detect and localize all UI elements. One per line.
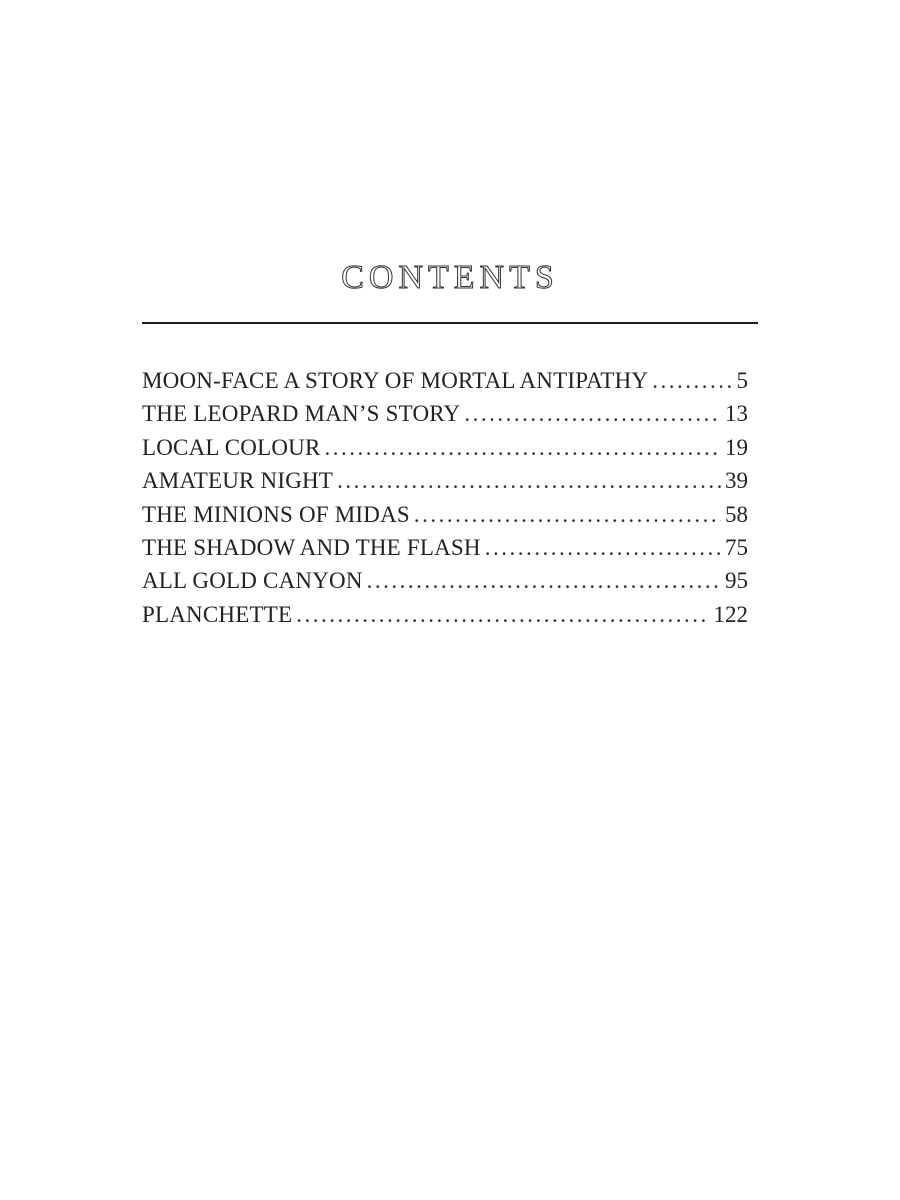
toc-entry-title: PLANCHETTE: [142, 601, 293, 627]
toc-entry-page: 58: [725, 501, 748, 527]
dot-leader: [464, 397, 721, 430]
toc-entry[interactable]: [142, 498, 748, 531]
dot-leader: [414, 498, 721, 531]
toc-entry-title: ALL GOLD CANYON: [142, 568, 363, 594]
table-of-contents: [142, 364, 748, 634]
toc-entry-page: 95: [725, 568, 748, 594]
dot-leader: [296, 598, 709, 631]
dot-leader: [337, 464, 721, 497]
dot-leader: [485, 531, 721, 564]
toc-entry-title: MOON-FACE A STORY OF MORTAL ANTIPATHY: [142, 368, 649, 393]
dot-leader: [652, 364, 732, 397]
toc-entry[interactable]: [142, 531, 748, 564]
dot-leader: [325, 431, 721, 464]
toc-entry-page: 122: [713, 601, 748, 627]
toc-entry-page: 75: [725, 534, 748, 560]
toc-entry-title: THE LEOPARD MAN’S STORY: [142, 401, 461, 427]
toc-entry-title: THE MINIONS OF MIDAS: [142, 501, 410, 527]
toc-entry[interactable]: [142, 564, 748, 597]
toc-entry-page: 13: [725, 401, 748, 427]
toc-entry[interactable]: [142, 364, 748, 397]
dot-leader: [367, 564, 721, 597]
page-title: CONTENTS: [341, 259, 559, 296]
toc-entry[interactable]: [142, 464, 748, 497]
toc-entry[interactable]: [142, 431, 748, 464]
heading-rule: [142, 322, 758, 324]
toc-entry-page: 39: [725, 468, 748, 494]
toc-entry[interactable]: [142, 397, 748, 430]
toc-entry-title: AMATEUR NIGHT: [142, 468, 334, 494]
toc-entry-page: 19: [725, 434, 748, 460]
toc-entry-title: THE SHADOW AND THE FLASH: [142, 534, 481, 560]
toc-entry-title: LOCAL COLOUR: [142, 434, 321, 460]
toc-entry[interactable]: [142, 598, 748, 634]
toc-entry-page: 5: [736, 368, 748, 393]
